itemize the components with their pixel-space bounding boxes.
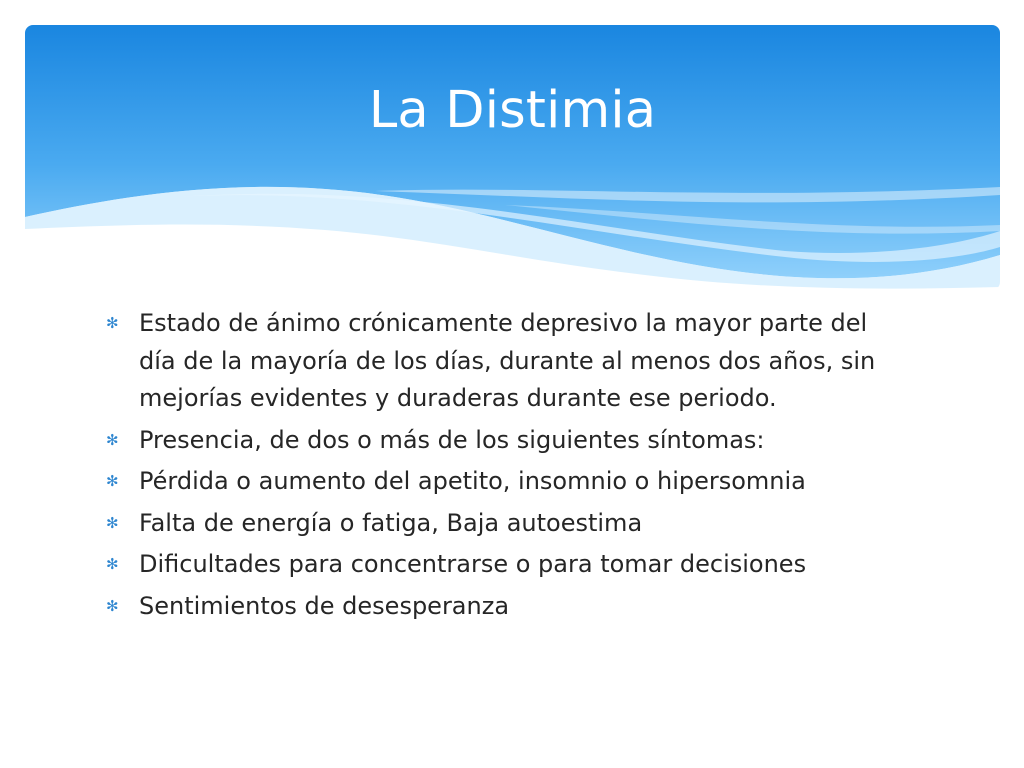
bullet-item xyxy=(106,463,906,501)
bullet-item xyxy=(106,505,906,543)
bullet-text: Sentimientos de desesperanza xyxy=(139,591,510,620)
bullet-list xyxy=(106,305,906,629)
bullet-item xyxy=(106,546,906,584)
bullet-text: Estado de ánimo crónicamente depresivo la mayor parte del día de la mayoría de los días, durante al menos dos años, sin mejorías evidentes y duraderas durante ese periodo. xyxy=(139,309,876,412)
asterisk-icon: ✻ xyxy=(106,314,119,332)
bullet-text: Pérdida o aumento del apetito, insomnio o hipersomnia xyxy=(139,467,806,495)
bullet-item xyxy=(106,588,906,626)
asterisk-icon: ✻ xyxy=(106,513,119,532)
slide-title: La Distimia xyxy=(368,81,657,140)
bullet-text: Dificultades para concentrarse o para tomar decisiones xyxy=(139,550,807,578)
asterisk-icon: ✻ xyxy=(106,430,119,449)
bullet-text: Presencia, de dos o más de los siguientes síntomas: xyxy=(139,425,765,454)
asterisk-icon: ✻ xyxy=(106,472,119,490)
asterisk-icon: ✻ xyxy=(106,596,119,615)
asterisk-icon: ✻ xyxy=(106,555,119,573)
bullet-text: Falta de energía o fatiga, Baja autoestima xyxy=(139,508,643,537)
bullet-item xyxy=(106,305,906,418)
bullet-item xyxy=(106,422,906,460)
header-wave-banner xyxy=(25,25,1000,290)
